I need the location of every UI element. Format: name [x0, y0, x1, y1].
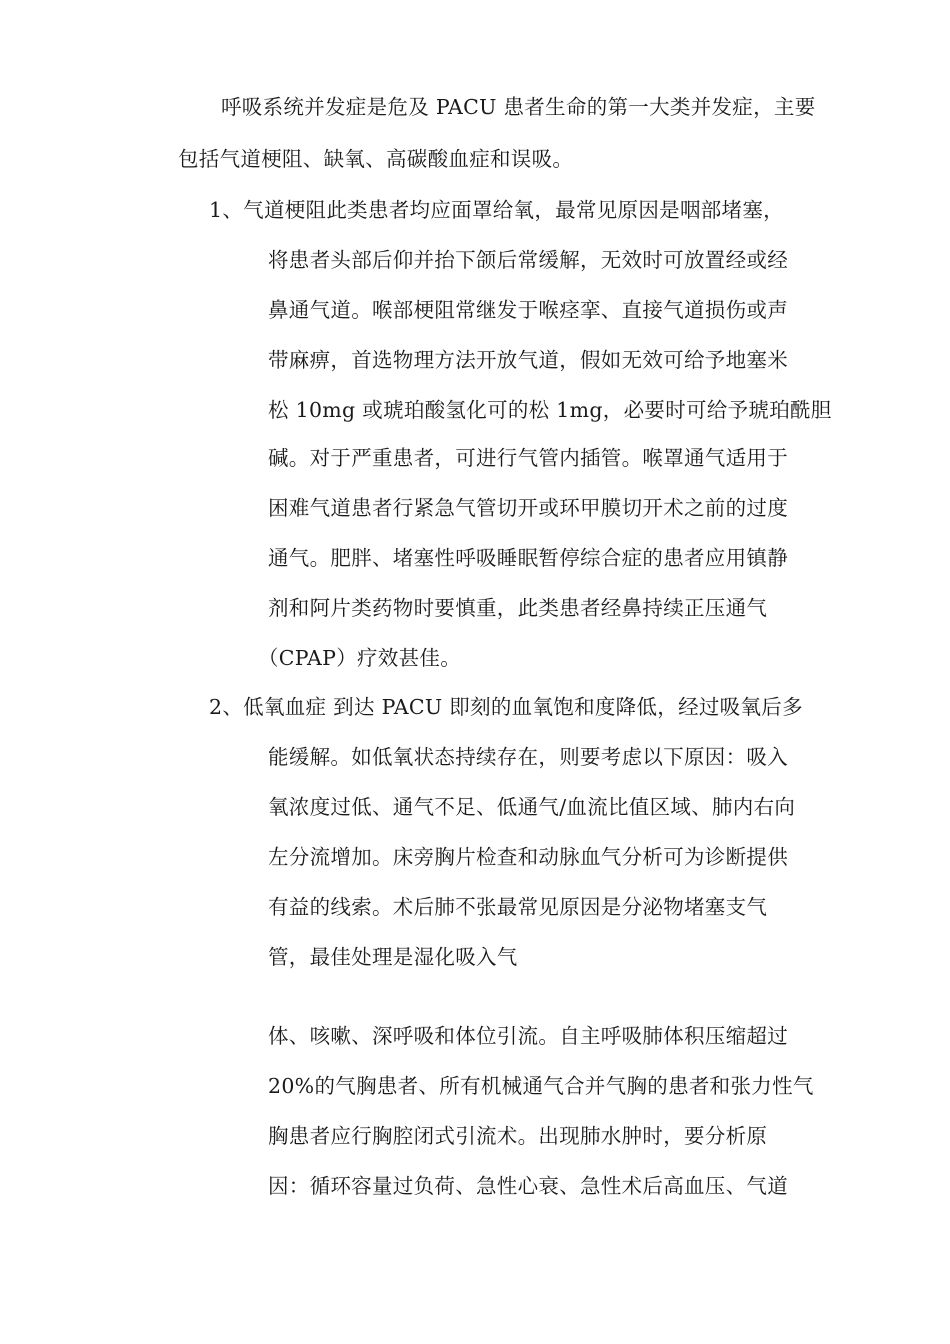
item2-line-4: 左分流增加。床旁胸片检查和动脉血气分析可为诊断提供 — [268, 845, 788, 869]
item2-line-6: 管，最佳处理是湿化吸入气 — [268, 945, 518, 969]
continuation-line-4: 因：循环容量过负荷、急性心衰、急性术后高血压、气道 — [268, 1174, 788, 1198]
intro-line-2: 包括气道梗阻、缺氧、高碳酸血症和误吸。 — [178, 147, 574, 171]
item1-heading-line: 1、气道梗阻此类患者均应面罩给氧，最常见原因是咽部堵塞， — [209, 198, 784, 222]
item1-line-9: 剂和阿片类药物时要慎重，此类患者经鼻持续正压通气 — [268, 596, 768, 620]
item1-line-7: 困难气道患者行紧急气管切开或环甲膜切开术之前的过度 — [268, 496, 788, 520]
item2-heading-line: 2、低氧血症 到达 PACU 即刻的血氧饱和度降低，经过吸氧后多 — [209, 695, 803, 719]
item1-line-2: 将患者头部后仰并抬下颌后常缓解，无效时可放置经或经 — [268, 248, 788, 272]
item1-line-4: 带麻痹，首选物理方法开放气道，假如无效可给予地塞米 — [268, 348, 788, 372]
continuation-line-1: 体、咳嗽、深呼吸和体位引流。自主呼吸肺体积压缩超过 — [268, 1024, 788, 1048]
item2-line-3: 氧浓度过低、通气不足、低通气/血流比值区域、肺内右向 — [268, 795, 796, 819]
continuation-line-3: 胸患者应行胸腔闭式引流术。出现肺水肿时，要分析原 — [268, 1124, 768, 1148]
item1-line-6: 碱。对于严重患者，可进行气管内插管。喉罩通气适用于 — [268, 446, 788, 470]
item1-line-10: （CPAP）疗效甚佳。 — [258, 646, 461, 670]
item1-line-5: 松 10mg 或琥珀酸氢化可的松 1mg，必要时可给予琥珀酰胆 — [268, 398, 832, 422]
item2-line-2: 能缓解。如低氧状态持续存在，则要考虑以下原因：吸入 — [268, 745, 788, 769]
item1-line-8: 通气。肥胖、堵塞性呼吸睡眠暂停综合症的患者应用镇静 — [268, 546, 788, 570]
item1-line-3: 鼻通气道。喉部梗阻常继发于喉痉挛、直接气道损伤或声 — [268, 298, 788, 322]
intro-line-1: 呼吸系统并发症是危及 PACU 患者生命的第一大类并发症，主要 — [221, 95, 816, 119]
item2-line-5: 有益的线索。术后肺不张最常见原因是分泌物堵塞支气 — [268, 895, 768, 919]
continuation-line-2: 20%的气胸患者、所有机械通气合并气胸的患者和张力性气 — [268, 1074, 814, 1098]
